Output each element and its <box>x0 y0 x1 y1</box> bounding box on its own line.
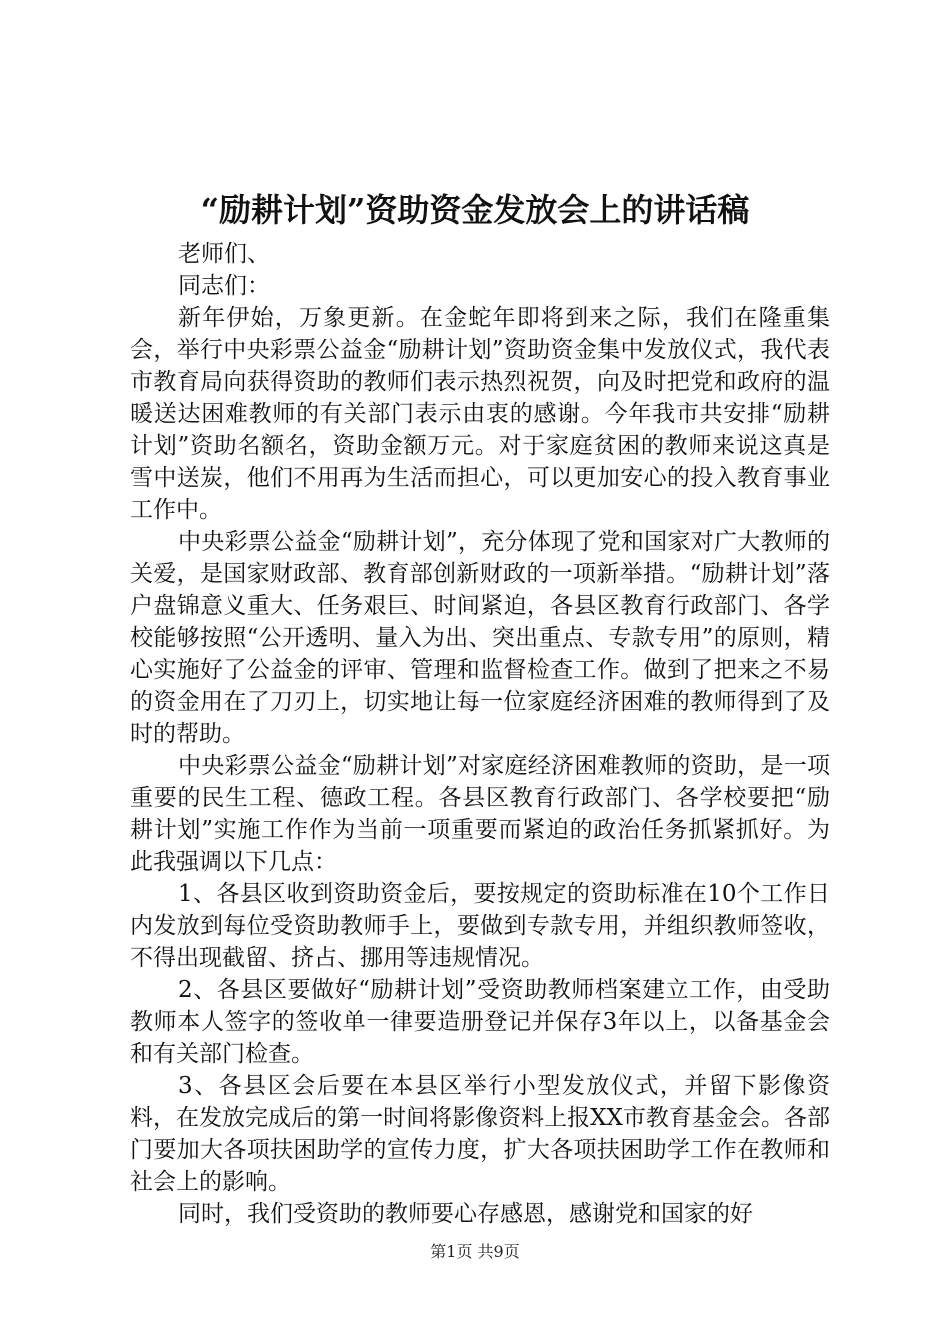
list-item-point-3: 3、各县区会后要在本县区举行小型发放仪式，并留下影像资料，在发放完成后的第一时间将影像资料上报XX市教育基金会。各部门要加大各项扶困助学的宣传力度，扩大各项扶困助学工作在教师和社会上的影响。 <box>130 1073 830 1195</box>
paragraph-intro: 新年伊始，万象更新。在金蛇年即将到来之际，我们在隆重集会，举行中央彩票公益金“励耕计划”资助资金集中发放仪式，我代表市教育局向获得资助的教师们表示热烈祝贺，向及时把党和政府的温暖送达困难教师的有关部门表示由衷的感谢。今年我市共安排“励耕计划”资助名额名，资助金额万元。对于家庭贫困的教师来说这真是雪中送炭，他们不用再为生活而担心，可以更加安心的投入教育事业工作中。 <box>130 305 830 523</box>
salutation-teachers: 老师们、 <box>178 241 270 267</box>
paragraph-gratitude: 同时，我们受资助的教师要心存感恩，感谢党和国家的好 <box>178 1201 753 1227</box>
paragraph-significance: 中央彩票公益金“励耕计划”，充分体现了党和国家对广大教师的关爱，是国家财政部、教育部创新财政的一项新举措。“励耕计划”落户盘锦意义重大、任务艰巨、时间紧迫，各县区教育行政部门、各学校能够按照“公开透明、量入为出、突出重点、专款专用”的原则，精心实施好了公益金的评审、管理和监督检查工作。做到了把来之不易的资金用在了刀刃上，切实地让每一位家庭经济困难的教师得到了及时的帮助。 <box>130 529 830 747</box>
paragraph-emphasis: 中央彩票公益金“励耕计划”对家庭经济困难教师的资助，是一项重要的民生工程、德政工程。各县区教育行政部门、各学校要把“励耕计划”实施工作作为当前一项重要而紧迫的政治任务抓紧抓好。为此我强调以下几点： <box>130 753 830 875</box>
salutation-comrades: 同志们： <box>178 273 270 299</box>
document-title: “励耕计划”资助资金发放会上的讲话稿 <box>200 191 750 229</box>
list-item-point-1: 1、各县区收到资助资金后，要按规定的资助标准在10个工作日内发放到每位受资助教师手上，要做到专款专用，并组织教师签收，不得出现截留、挤占、挪用等违规情况。 <box>130 881 830 971</box>
list-item-point-2: 2、各县区要做好“励耕计划”受资助教师档案建立工作，由受助教师本人签字的签收单一律要造册登记并保存3年以上，以备基金会和有关部门检查。 <box>130 977 830 1067</box>
page-indicator: 第1页 共9页 <box>430 1242 520 1261</box>
document-body <box>130 238 830 1230</box>
